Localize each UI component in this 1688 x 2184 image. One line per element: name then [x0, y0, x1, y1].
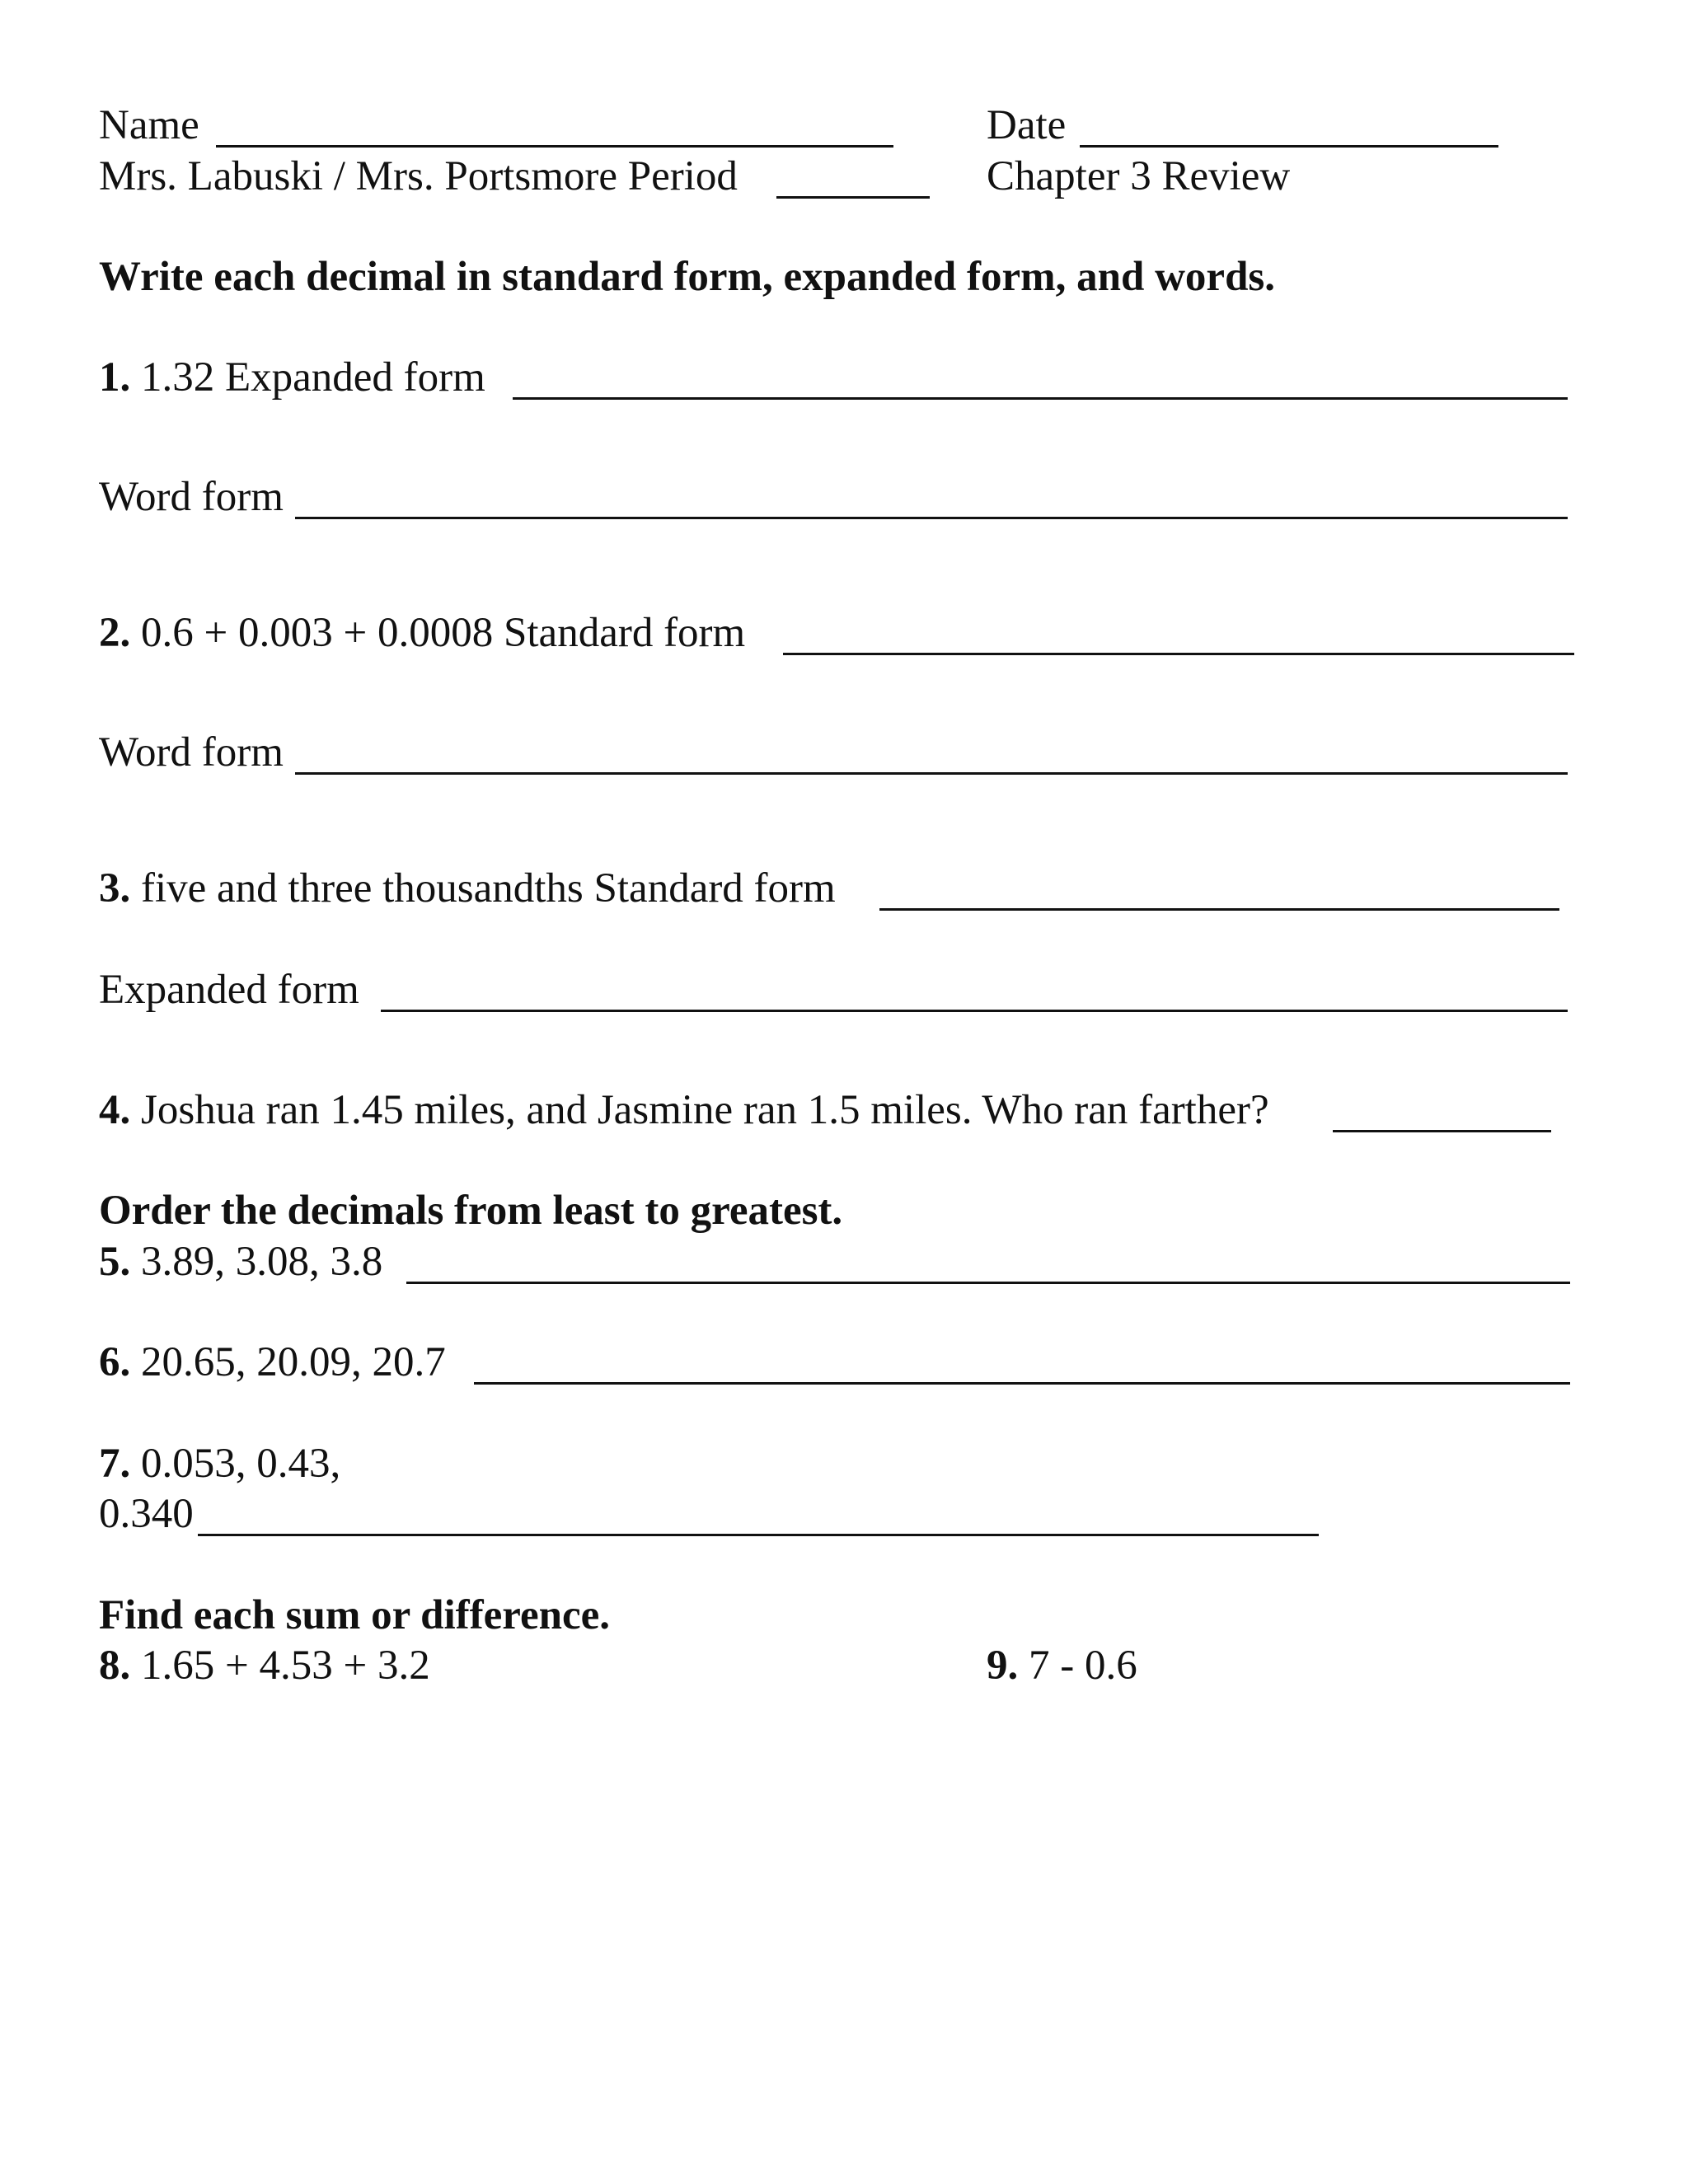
problem-2	[99, 607, 745, 658]
period-field[interactable]	[776, 196, 930, 199]
problem-1-word-answer[interactable]	[295, 517, 1568, 519]
problem-8-number: 8.	[99, 1643, 131, 1689]
problem-5-number: 5.	[99, 1239, 131, 1285]
date-label: Date	[987, 102, 1067, 148]
problem-4-answer[interactable]	[1333, 1130, 1551, 1132]
problem-4-text: Joshua ran 1.45 miles, and Jasmine ran 1.5 miles. Who ran farther?	[141, 1087, 1269, 1133]
problem-3-text: five and three thousandths Standard form	[141, 865, 836, 912]
problem-7-number: 7.	[99, 1441, 131, 1487]
problem-5-answer[interactable]	[406, 1282, 1570, 1284]
date-field[interactable]	[1080, 145, 1498, 148]
order-instructions: Order the decimals from least to greatest.	[99, 1188, 843, 1234]
problem-1-expanded-answer[interactable]	[513, 397, 1568, 400]
problem-3-number: 3.	[99, 865, 131, 912]
name-label: Name	[99, 102, 199, 148]
problem-3-expanded-answer[interactable]	[381, 1010, 1568, 1012]
sum-instructions: Find each sum or difference.	[99, 1592, 610, 1638]
problem-5	[99, 1236, 382, 1287]
problem-5-text: 3.89, 3.08, 3.8	[141, 1239, 383, 1285]
problem-1-word-label: Word form	[99, 474, 284, 520]
problem-3-expanded-label: Expanded form	[99, 967, 359, 1013]
problem-9	[987, 1640, 1137, 1691]
review-title: Chapter 3 Review	[987, 153, 1291, 199]
problem-3-standard-answer[interactable]	[879, 908, 1559, 911]
problem-7-answer[interactable]	[198, 1534, 1319, 1536]
problem-6-answer[interactable]	[474, 1382, 1570, 1385]
problem-7	[99, 1438, 340, 1489]
problem-2-word-answer[interactable]	[295, 772, 1568, 775]
problem-2-number: 2.	[99, 610, 131, 656]
problem-7-text-line1: 0.053, 0.43,	[141, 1441, 341, 1487]
problem-6	[99, 1337, 446, 1388]
problem-1-text: 1.32 Expanded form	[141, 354, 485, 401]
forms-instructions: Write each decimal in standard form, expanded form, and words.	[99, 254, 1276, 300]
problem-1	[99, 352, 485, 403]
problem-3	[99, 863, 836, 914]
problem-6-number: 6.	[99, 1339, 131, 1385]
problem-4	[99, 1085, 1269, 1136]
name-field[interactable]	[216, 145, 893, 148]
problem-9-text: 7 - 0.6	[1029, 1643, 1137, 1689]
problem-2-standard-answer[interactable]	[783, 653, 1574, 655]
problem-2-text: 0.6 + 0.003 + 0.0008 Standard form	[141, 610, 746, 656]
problem-7-text-line2: 0.340	[99, 1491, 194, 1537]
teachers-period-label: Mrs. Labuski / Mrs. Portsmore Period	[99, 153, 738, 199]
problem-8-text: 1.65 + 4.53 + 3.2	[141, 1643, 430, 1689]
problem-6-text: 20.65, 20.09, 20.7	[141, 1339, 446, 1385]
problem-8	[99, 1640, 430, 1691]
problem-1-number: 1.	[99, 354, 131, 401]
problem-2-word-label: Word form	[99, 729, 284, 776]
problem-9-number: 9.	[987, 1643, 1019, 1689]
problem-4-number: 4.	[99, 1087, 131, 1133]
